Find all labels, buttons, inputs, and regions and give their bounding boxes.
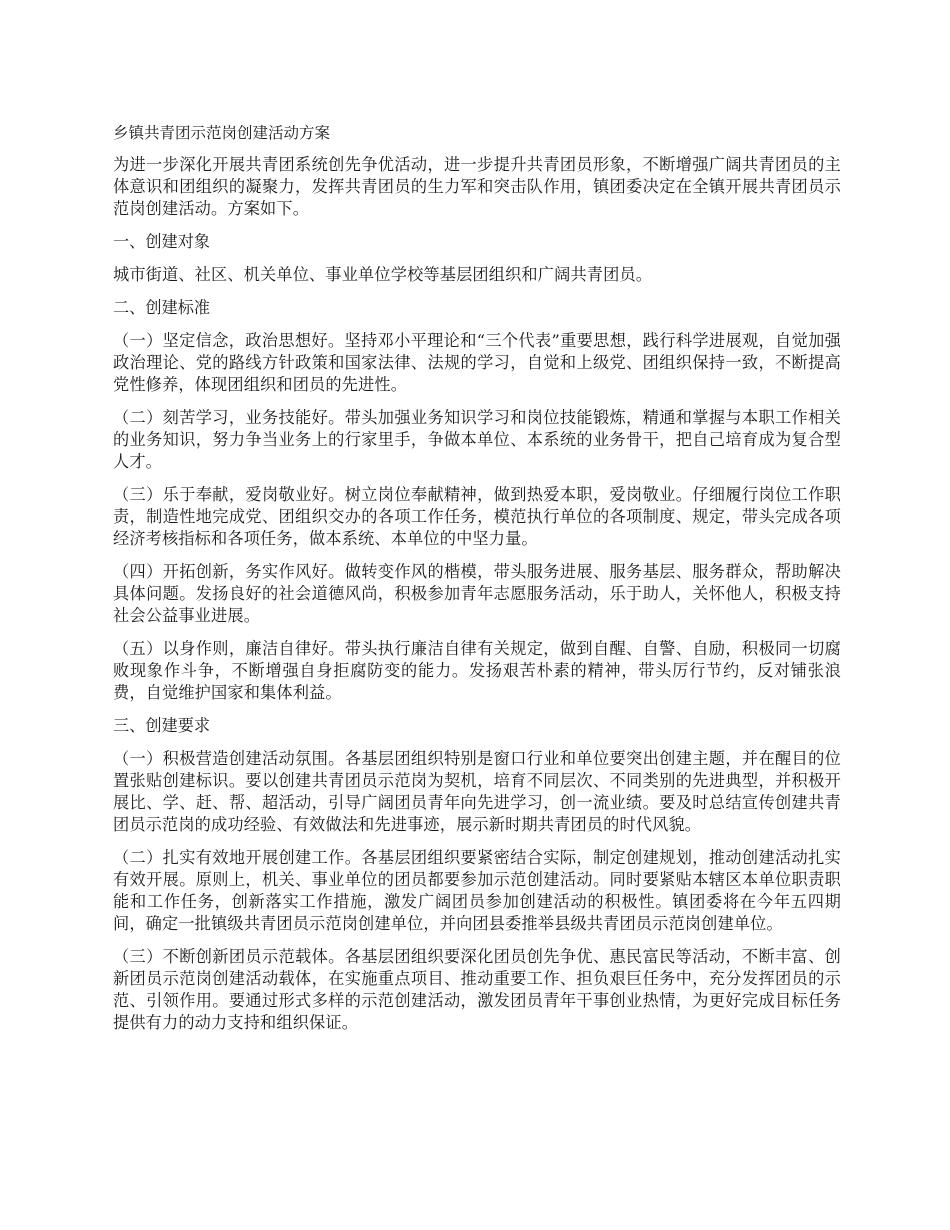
document-page: [113, 122, 841, 1045]
section1-paragraph: 城市街道、社区、机关单位、事业单位学校等基层团组织和广阔共青团员。: [113, 265, 653, 284]
standard-paragraph-1: （一）坚定信念，政治思想好。坚持邓小平理论和“三个代表”重要思想，践行科学进展观，自觉加强政治理论、党的路线方针政策和国家法律、法规的学习，自觉和上级党、团组织保持一致，不断提高党性修养，体现团组织和团员的先进性。: [113, 331, 841, 394]
requirement-paragraph-3: （三）不断创新团员示范载体。各基层团组织要深化团员创先争优、惠民富民等活动，不断丰富、创新团员示范岗创建活动载体，在实施重点项目、推动重要工作、担负艰巨任务中，充分发挥团员的示范、引领作用。要通过形式多样的示范创建活动，激发团员青年干事创业热情，为更好完成目标任务提供有力的动力支持和组织保证。: [113, 947, 841, 1032]
standard-paragraph-3: （三）乐于奉献，爱岗敬业好。树立岗位奉献精神，做到热爱本职，爱岗敬业。仔细履行岗位工作职责，制造性地完成党、团组织交办的各项工作任务，模范执行单位的各项制度、规定，带头完成各项经济考核指标和各项任务，做本系统、本单位的中坚力量。: [113, 485, 841, 548]
requirement-paragraph-1: （一）积极营造创建活动氛围。各基层团组织特别是窗口行业和单位要突出创建主题，并在醒目的位置张贴创建标识。要以创建共青团员示范岗为契机，培育不同层次、不同类别的先进典型，并积极开展比、学、赶、帮、超活动，引导广阔团员青年向先进学习，创一流业绩。要及时总结宣传创建共青团员示范岗的成功经验、有效做法和先进事迹，展示新时期共青团员的时代风貌。: [113, 749, 841, 834]
standard-paragraph-5: （五）以身作则，廉洁自律好。带头执行廉洁自律有关规定，做到自醒、自警、自励，积极同一切腐败现象作斗争，不断增强自身拒腐防变的能力。发扬艰苦朴素的精神，带头厉行节约，反对铺张浪费，自觉维护国家和集体利益。: [113, 639, 841, 702]
intro-paragraph: 为进一步深化开展共青团系统创先争优活动，进一步提升共青团员形象，不断增强广阔共青团员的主体意识和团组织的凝聚力，发挥共青团员的生力军和突击队作用，镇团委决定在全镇开展共青团员示范岗创建活动。方案如下。: [113, 155, 841, 218]
requirement-paragraph-2: （二）扎实有效地开展创建工作。各基层团组织要紧密结合实际，制定创建规划，推动创建活动扎实有效开展。原则上，机关、事业单位的团员都要参加示范创建活动。同时要紧贴本辖区本单位职责职能和工作任务，创新落实工作措施，激发广阔团员参加创建活动的积极性。镇团委将在今年五四期间，确定一批镇级共青团员示范岗创建单位，并向团县委推举县级共青团员示范岗创建单位。: [113, 848, 841, 933]
section-heading-3: 三、创建要求: [113, 716, 211, 735]
section-heading-2: 二、创建标准: [113, 298, 211, 317]
document-title: 乡镇共青团示范岗创建活动方案: [113, 124, 331, 142]
section-heading-1: 一、创建对象: [113, 232, 211, 251]
standard-paragraph-4: （四）开拓创新，务实作风好。做转变作风的楷模，带头服务进展、服务基层、服务群众，帮助解决具体问题。发扬良好的社会道德风尚，积极参加青年志愿服务活动，乐于助人，关怀他人，积极支持社会公益事业进展。: [113, 562, 841, 625]
standard-paragraph-2: （二）刻苦学习，业务技能好。带头加强业务知识学习和岗位技能锻炼，精通和掌握与本职工作相关的业务知识，努力争当业务上的行家里手，争做本单位、本系统的业务骨干，把自己培育成为复合型人才。: [113, 408, 841, 471]
